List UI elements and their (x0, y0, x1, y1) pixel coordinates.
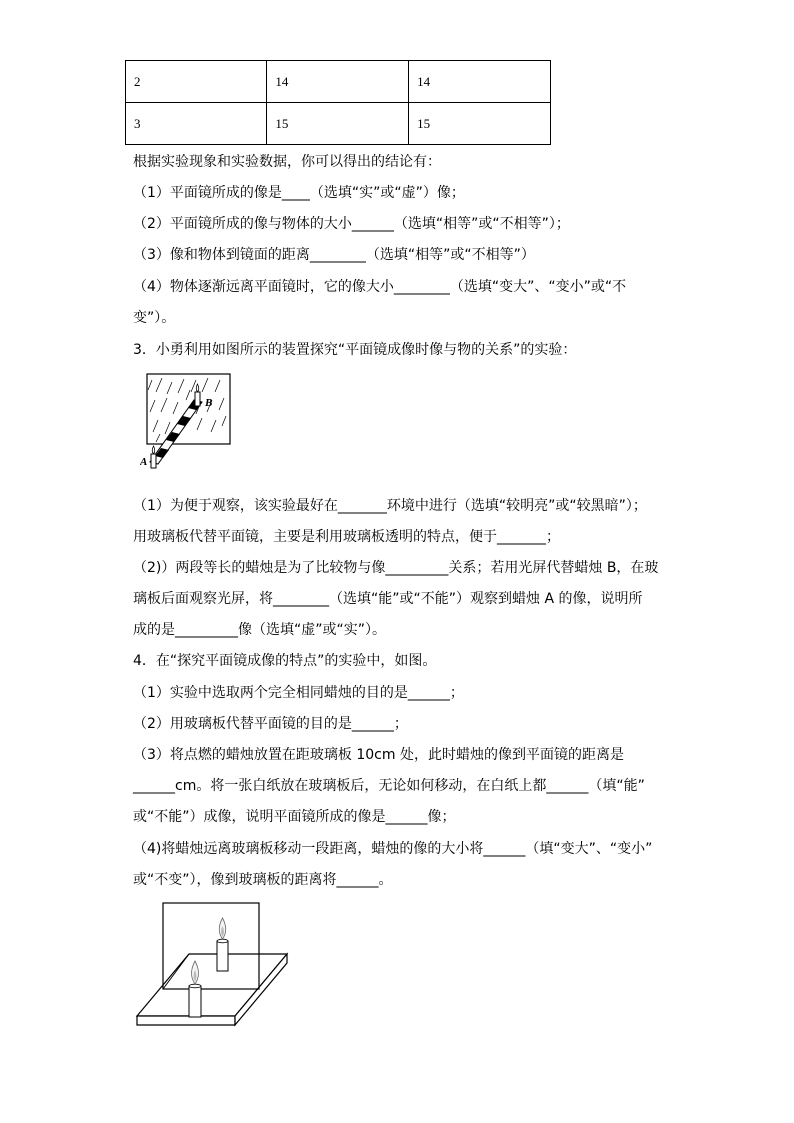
question-4-4-cont: 或“不变”），像到玻璃板的距离将______。 (133, 872, 393, 888)
question-4-title: 4．在“探究平面镜成像的特点”的实验中，如图。 (133, 653, 437, 669)
label-b: B (205, 397, 213, 409)
table-cell: 14 (409, 61, 551, 103)
conclusion-intro: 根据实验现象和实验数据，你可以得出的结论有： (133, 154, 441, 170)
label-a: A (140, 456, 148, 468)
table-cell: 14 (267, 61, 409, 103)
question-4-2: （2）用玻璃板代替平面镜的目的是______； (133, 716, 408, 732)
question-3-title: 3．小勇利用如图所示的装置探究“平面镜成像时像与物的关系”的实验： (133, 342, 577, 358)
question-4-3-cont: ______cm。将一张白纸放在玻璃板后，无论如何移动，在白纸上都______（填“能” (133, 778, 645, 794)
question-4-3: （3）将点燃的蜡烛放置在距玻璃板 10cm 处，此时蜡烛的像到平面镜的距离是 (133, 747, 624, 763)
question-3-2-cont2: 成的是_________像（选填“虚”或“实”）。 (133, 622, 387, 638)
board-front (137, 1016, 235, 1025)
glass-plate-candle-figure (140, 370, 235, 470)
data-table (125, 60, 551, 145)
candle-a (151, 446, 156, 468)
table-cell: 2 (126, 61, 267, 103)
question-2-3: （3）像和物体到镜面的距离________（选填“相等”或“不相等”） (133, 247, 535, 263)
question-3-2-cont: 璃板后面观察光屏，将________（选填“能”或“不能”）观察到蜡烛 A 的像，说明所 (133, 591, 643, 607)
table-row (126, 61, 551, 103)
candle-image (217, 918, 228, 971)
question-2-2: （2）平面镜所成的像与物体的大小______（选填“相等”或“不相等”）； (133, 216, 570, 232)
table-cell: 15 (267, 103, 409, 145)
question-2-4: （4）物体逐渐远离平面镜时，它的像大小________（选填“变大”、“变小”或“不 (133, 279, 627, 295)
question-3-2: （2)）两段等长的蜡烛是为了比较物与像_________关系；若用光屏代替蜡烛 B，在玻 (133, 560, 659, 576)
table-cell: 15 (409, 103, 551, 145)
question-2-4-cont: 变”）。 (133, 310, 176, 326)
table-row (126, 103, 551, 145)
question-3-1: （1）为便于观察，该实验最好在_______环境中进行（选填“较明亮”或“较黑暗”）； (133, 498, 647, 514)
question-3-1-cont: 用玻璃板代替平面镜，主要是利用玻璃板透明的特点，便于_______； (133, 529, 560, 545)
question-2-1: （1）平面镜所成的像是____（选填“实”或“虚”）像； (133, 185, 465, 201)
question-4-4: （4)将蜡烛远离玻璃板移动一段距离，蜡烛的像的大小将______（填“变大”、“变小” (133, 841, 653, 857)
question-4-3-cont2: 或“不能”）成像，说明平面镜所成的像是______像； (133, 809, 456, 825)
question-4-1: （1）实验中选取两个完全相同蜡烛的目的是______； (133, 685, 464, 701)
board-glass-candle-figure (133, 898, 293, 1033)
table-cell: 3 (126, 103, 267, 145)
